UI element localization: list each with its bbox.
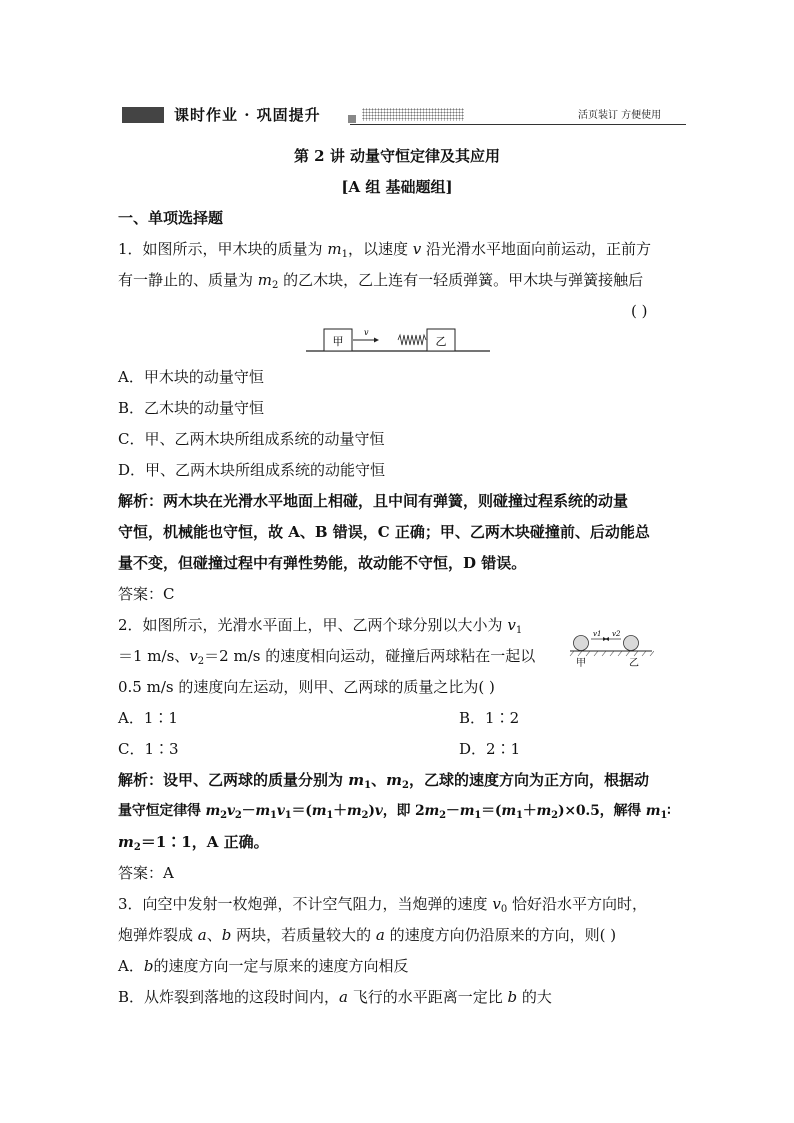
velocity-label: v (364, 328, 369, 337)
block-yi-label: 乙 (435, 335, 447, 348)
q2-stem-line: 2．如图所示，光滑水平面上，甲、乙两个球分别以大小为 $v_1$ (118, 616, 523, 636)
lecture-title: 第 2 讲 动量守恒定律及其应用 (293, 147, 501, 165)
q1-analysis-line: 量不变，但碰撞过程中有弹性势能，故动能不守恒，D 错误。 (118, 554, 527, 572)
q3-option-a: A．b的速度方向一定与原来的速度方向相反 (118, 957, 409, 975)
q2-analysis-line: $m_2=1∶1$，A 正确。 (118, 833, 269, 853)
header-rule (350, 124, 686, 125)
page-header (120, 104, 686, 128)
q1-analysis-line: 解析：两木块在光滑水平地面上相碰，且中间有弹簧，则碰撞过程系统的动量 (118, 492, 629, 510)
v1-label: v1 (593, 630, 602, 638)
header-dot-pattern (362, 108, 464, 121)
ball-jia-icon (574, 636, 589, 651)
q1-answer: 答案：C (118, 585, 175, 603)
q1-answer-blank: ( ) (631, 302, 648, 320)
q1-stem-line: 1．如图所示，甲木块的质量为 $m_1$，以速度 v 沿光滑水平地面向前运动，正前方 (118, 240, 651, 260)
q2-diagram (568, 626, 654, 672)
section-title: 一、单项选择题 (118, 209, 224, 227)
header-right-note: 活页装订 方便使用 (578, 110, 662, 121)
q1-diagram (306, 324, 490, 354)
q2-stem-line: ＝1 m/s、$v_2=2$ m/s 的速度相向运动，碰撞后两球粘在一起以 (118, 647, 536, 667)
q2-answer: 答案：A (118, 864, 174, 882)
q1-option-a: A．甲木块的动量守恒 (118, 368, 264, 386)
q3-stem-line: 炮弹炸裂成 a、b 两块，若质量较大的 a 的速度方向仍沿原来的方向，则( ) (118, 926, 617, 944)
q3-stem-line: 3．向空中发射一枚炮弹，不计空气阻力，当炮弹的速度 $v_0$ 恰好沿水平方向时， (118, 895, 647, 915)
q1-option-b: B．乙木块的动量守恒 (118, 399, 265, 417)
q2-option-a: A．1∶1 (118, 709, 178, 727)
header-square-decoration (348, 115, 356, 123)
spring-icon (398, 335, 426, 345)
q1-analysis-line: 守恒，机械能也守恒，故 A、B 错误，C 正确；甲、乙两木块碰撞前、后动能总 (118, 523, 650, 541)
q2-option-b: B．1∶2 (459, 709, 520, 727)
ball-yi-icon (624, 636, 639, 651)
block-jia-label: 甲 (332, 335, 344, 348)
header-title: 课时作业 · 巩固提升 (174, 106, 321, 124)
q2-analysis-line: 量守恒定律得 $m_2v_2-m_1v_1=(m_1+m_2)v$，即 $2m_2-m_1=(m_1+m_2)\times 0.5$，解得 $m_1∶$ (118, 803, 671, 821)
q2-stem-line: 0.5 m/s 的速度向左运动，则甲、乙两球的质量之比为( ) (118, 678, 495, 696)
group-title: [A 组 基础题组] (341, 178, 453, 196)
q3-option-b: B．从炸裂到落地的这段时间内，a 飞行的水平距离一定比 b 的大 (118, 988, 552, 1006)
q2-option-c: C．1∶3 (118, 740, 179, 758)
v2-label: v2 (612, 630, 621, 638)
q1-stem-line: 有一静止的、质量为 $m_2$ 的乙木块，乙上连有一轻质弹簧。甲木块与弹簧接触后 (118, 271, 644, 291)
label-yi: 乙 (629, 658, 639, 669)
label-jia: 甲 (576, 658, 586, 669)
q1-option-d: D．甲、乙两木块所组成系统的动能守恒 (118, 461, 386, 479)
q2-analysis-line: 解析：设甲、乙两球的质量分别为 $m_1$、$m_2$，乙球的速度方向为正方向，根据动 (118, 771, 649, 791)
q2-option-d: D．2∶1 (459, 740, 521, 758)
q1-option-c: C．甲、乙两木块所组成系统的动量守恒 (118, 430, 385, 448)
header-block-decoration (122, 107, 164, 123)
